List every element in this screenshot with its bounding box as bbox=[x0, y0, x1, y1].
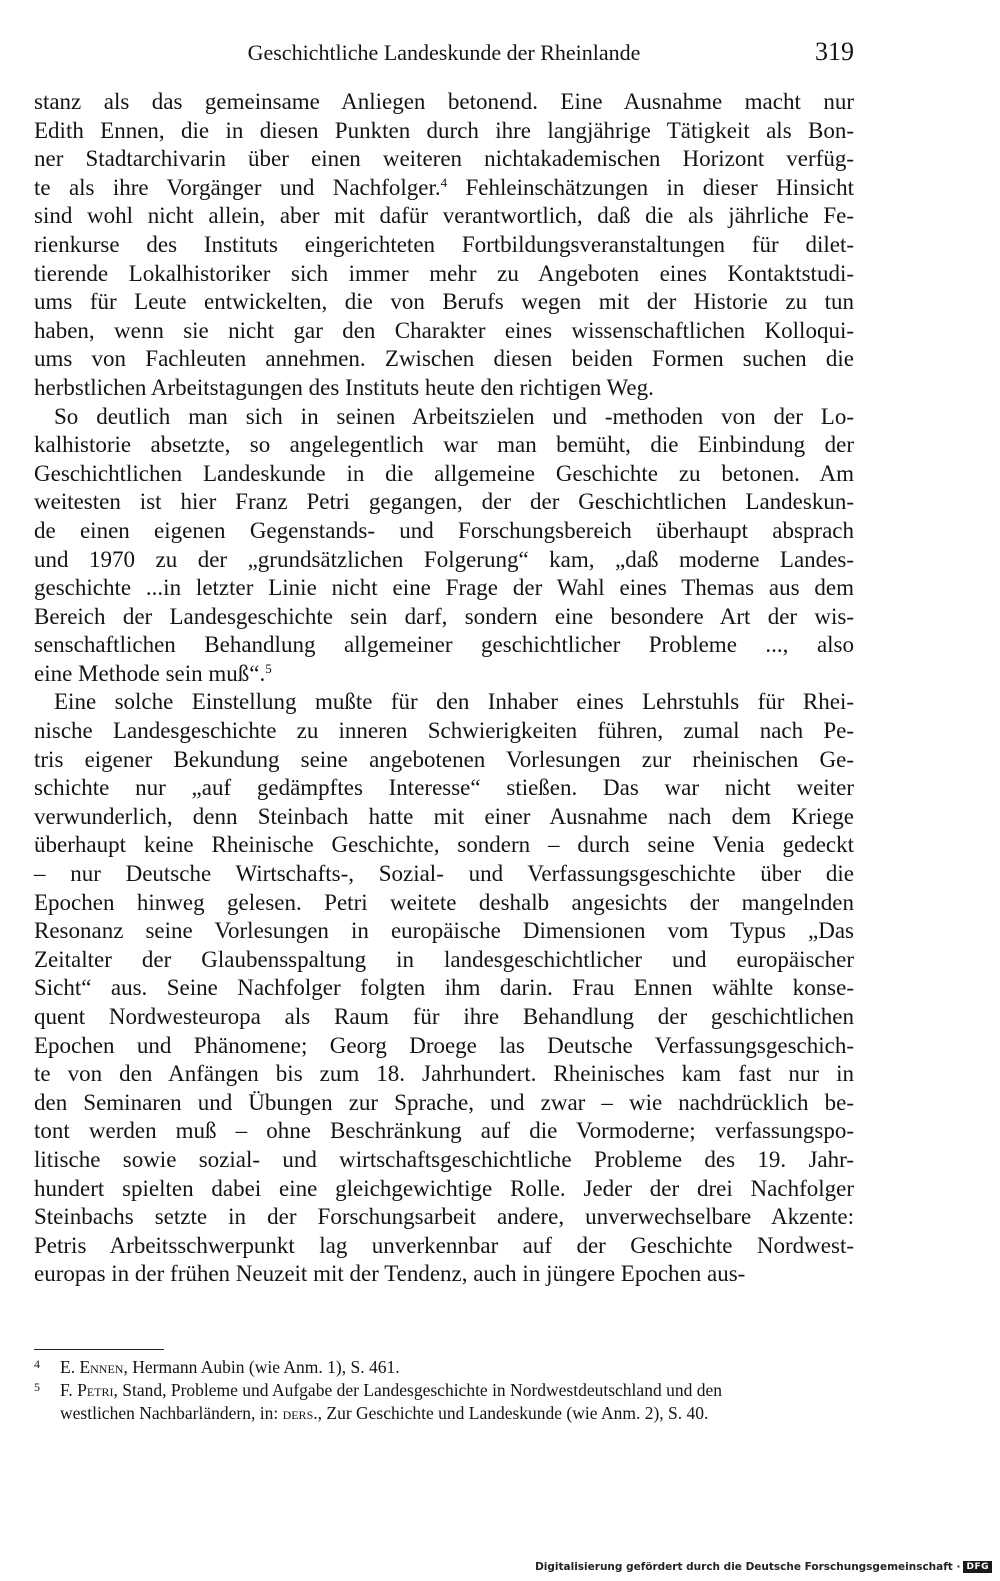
text-line: ner Stadtarchivarin über einen weiteren nichtakademischen Horizont verfüg- bbox=[34, 146, 854, 172]
paragraph bbox=[34, 88, 854, 403]
text-line: rienkurse des Instituts eingerichteten Fortbildungsveranstaltungen für dilet- bbox=[34, 231, 854, 257]
text-line: Sicht“ aus. Seine Nachfolger folgten ihm darin. Frau Ennen wählte konse- bbox=[34, 975, 854, 1001]
footnote-separator bbox=[34, 1349, 164, 1350]
footnote-text: F. Petri, Stand, Probleme und Aufgabe der Landesgeschichte in Nordwestdeutschland und den bbox=[60, 1380, 722, 1400]
credit-text: Digitalisierung gefördert durch die Deutsche Forschungsgemeinschaft · bbox=[535, 1561, 961, 1573]
text-line: Resonanz seine Vorlesungen in europäische Dimensionen vom Typus „Das bbox=[34, 918, 854, 944]
text-line: überhaupt keine Rheinische Geschichte, sondern – durch seine Venia gedeckt bbox=[34, 832, 854, 858]
text-line: Epochen und Phänomene; Georg Droege las Deutsche Verfassungsgeschich- bbox=[34, 1032, 854, 1058]
text-line: hundert spielten dabei eine gleichgewichtige Rolle. Jeder der drei Nachfolger bbox=[34, 1175, 854, 1201]
text-line: litische sowie sozial- und wirtschaftsgeschichtliche Probleme des 19. Jahr- bbox=[34, 1146, 854, 1172]
text-line: europas in der frühen Neuzeit mit der Tendenz, auch in jüngere Epochen aus- bbox=[34, 1261, 746, 1287]
digitization-credit bbox=[535, 1559, 992, 1575]
text-line: te von den Anfängen bis zum 18. Jahrhundert. Rheinisches kam fast nur in bbox=[34, 1061, 854, 1087]
text-line: tris eigener Bekundung seine angebotenen Vorlesungen zur rheinischen Ge- bbox=[34, 746, 854, 772]
text-line: Eine solche Einstellung mußte für den Inhaber eines Lehrstuhls für Rhei- bbox=[54, 689, 854, 715]
text-line: Epochen hinweg gelesen. Petri weitete deshalb angesichts der mangelnden bbox=[34, 889, 854, 915]
text-line: Bereich der Landesgeschichte sein darf, sondern eine besondere Art der wis- bbox=[34, 603, 854, 629]
paragraph bbox=[34, 403, 854, 689]
dfg-logo: DFG bbox=[963, 1561, 992, 1573]
text-line: tierende Lokalhistoriker sich immer mehr zu Angeboten eines Kontaktstudi- bbox=[34, 260, 854, 286]
footnotes bbox=[34, 1356, 854, 1425]
footnote-line bbox=[34, 1402, 854, 1425]
footnote-text: westlichen Nachbarländern, in: ders., Zur Geschichte und Landeskunde (wie Anm. 2), S. 40. bbox=[60, 1403, 709, 1423]
running-title: Geschichtliche Landeskunde der Rheinlande bbox=[247, 40, 641, 65]
text-line: quent Nordwesteuropa als Raum für ihre Behandlung der geschichtlichen bbox=[34, 1004, 854, 1029]
text-line: Petris Arbeitsschwerpunkt lag unverkennbar auf der Geschichte Nordwest- bbox=[34, 1232, 854, 1258]
text-line: tont werden muß – ohne Beschränkung auf die Vormoderne; verfassungspo- bbox=[34, 1118, 854, 1144]
text-line: geschichte ...in letzter Linie nicht eine Frage der Wahl eines Themas aus dem bbox=[34, 575, 854, 601]
text-line: ums für Leute entwickelten, die von Berufs wegen mit der Historie zu tun bbox=[34, 289, 854, 315]
text-line: haben, wenn sie nicht gar den Charakter eines wissenschaftlichen Kolloqui- bbox=[34, 317, 854, 343]
footnote-number: 5 bbox=[34, 1380, 40, 1394]
text-line: Geschichtlichen Landeskunde in die allgemeine Geschichte zu betonen. Am bbox=[34, 460, 854, 486]
text-line: sind wohl nicht allein, aber mit dafür verantwortlich, daß die als jährliche Fe- bbox=[34, 203, 854, 229]
text-line: nische Landesgeschichte zu inneren Schwierigkeiten führen, zumal nach Pe- bbox=[34, 718, 854, 744]
text-line: den Seminaren und Übungen zur Sprache, und zwar – wie nachdrücklich be- bbox=[34, 1089, 854, 1115]
text-line: So deutlich man sich in seinen Arbeitszielen und -methoden von der Lo- bbox=[54, 403, 854, 429]
footnote-line bbox=[34, 1379, 854, 1402]
page-number: 319 bbox=[815, 37, 854, 66]
footnote-number: 4 bbox=[34, 1357, 40, 1371]
footnote-line bbox=[34, 1356, 854, 1379]
running-header bbox=[34, 37, 854, 72]
text-line: schichte nur „auf gedämpftes Interesse“ stießen. Das war nicht weiter bbox=[34, 775, 854, 801]
text-line: ums von Fachleuten annehmen. Zwischen diesen beiden Formen suchen die bbox=[34, 346, 854, 372]
text-line: verwunderlich, denn Steinbach hatte mit einer Ausnahme nach dem Kriege bbox=[34, 803, 854, 829]
text-line: stanz als das gemeinsame Anliegen betonend. Eine Ausnahme macht nur bbox=[34, 89, 854, 114]
text-line: de einen eigenen Gegenstands- und Forschungsbereich überhaupt absprach bbox=[34, 517, 854, 543]
text-line: weitesten ist hier Franz Petri gegangen, der der Geschichtlichen Landeskun- bbox=[34, 489, 854, 515]
paragraph bbox=[34, 688, 854, 1288]
text-line: kalhistorie absetzte, so angelegentlich war man bemüht, die Einbindung der bbox=[34, 432, 854, 458]
text-line: herbstlichen Arbeitstagungen des Instituts heute den richtigen Weg. bbox=[34, 374, 654, 400]
footnote-text: E. Ennen, Hermann Aubin (wie Anm. 1), S. 461. bbox=[60, 1357, 400, 1377]
body-text bbox=[34, 88, 854, 1289]
text-line: te als ihre Vorgänger und Nachfolger.$^4$ Fehleinschätzungen in dieser Hinsicht bbox=[34, 174, 854, 200]
text-line: Zeitalter der Glaubensspaltung in landesgeschichtlicher und europäischer bbox=[34, 946, 854, 972]
text-line: Steinbachs setzte in der Forschungsarbeit andere, unverwechselbare Akzente: bbox=[34, 1204, 854, 1230]
text-line: – nur Deutsche Wirtschafts-, Sozial- und Verfassungsgeschichte über die bbox=[34, 861, 854, 887]
text-line: eine Methode sein muß“.$^5$ bbox=[34, 660, 272, 686]
text-line: senschaftlichen Behandlung allgemeiner geschichtlicher Probleme ..., also bbox=[34, 632, 854, 658]
text-line: und 1970 zu der „grundsätzlichen Folgerung“ kam, „daß moderne Landes- bbox=[34, 546, 854, 572]
text-line: Edith Ennen, die in diesen Punkten durch ihre langjährige Tätigkeit als Bon- bbox=[34, 117, 854, 143]
